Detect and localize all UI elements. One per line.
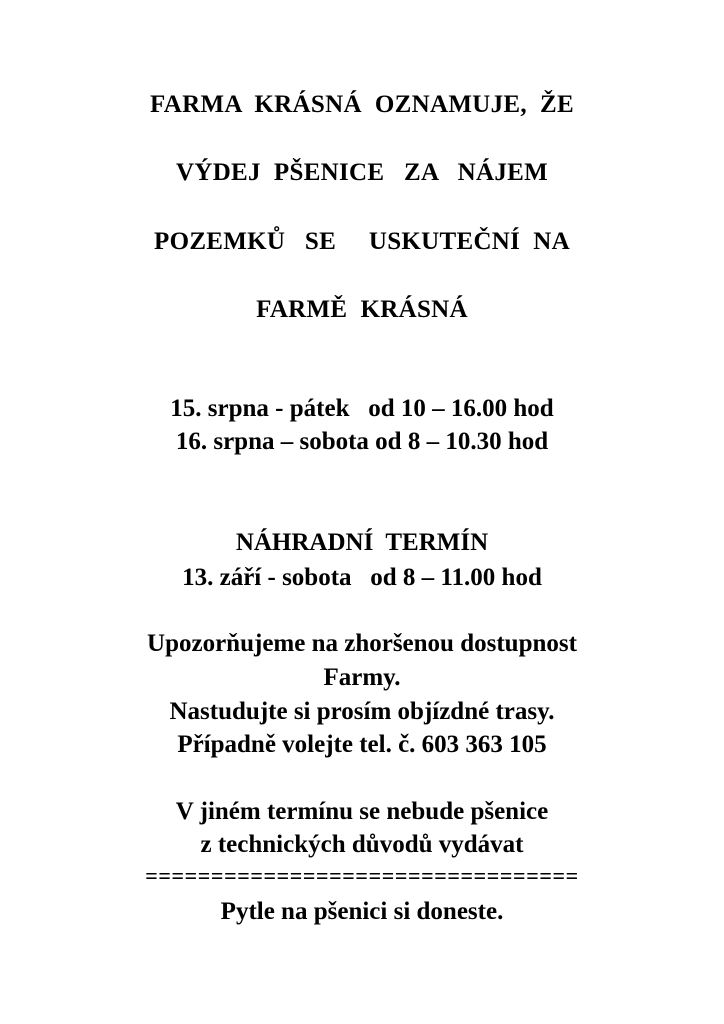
heading-line: FARMĚ KRÁSNÁ [256,296,468,323]
notice-line: Nastudujte si prosím objízdné trasy. [169,698,555,725]
separator-line: ================================= [145,863,579,888]
notice-line: Upozorňujeme na zhoršenou dostupnost [147,630,577,657]
warning-line: V jiném termínu se nebude pšenice [175,798,549,825]
heading-line: POZEMKŮ SE USKUTEČNÍ NA [154,228,570,255]
heading-line: VÝDEJ PŠENICE ZA NÁJEM [175,159,549,186]
schedule-line: 16. srpna – sobota od 8 – 10.30 hod [175,428,549,455]
warning-line: z technických důvodů vydávat [200,831,524,858]
alternate-date-title: NÁHRADNÍ TERMÍN [235,529,489,556]
notice-line: Případně volejte tel. č. 603 363 105 [177,731,547,758]
heading-line: FARMA KRÁSNÁ OZNAMUJE, ŽE [150,91,574,118]
notice-line: Farmy. [323,664,401,691]
schedule-line: 15. srpna - pátek od 10 – 16.00 hod [170,395,554,422]
footer-note: Pytle na pšenici si doneste. [220,898,504,925]
alternate-date-line: 13. září - sobota od 8 – 11.00 hod [182,564,542,591]
